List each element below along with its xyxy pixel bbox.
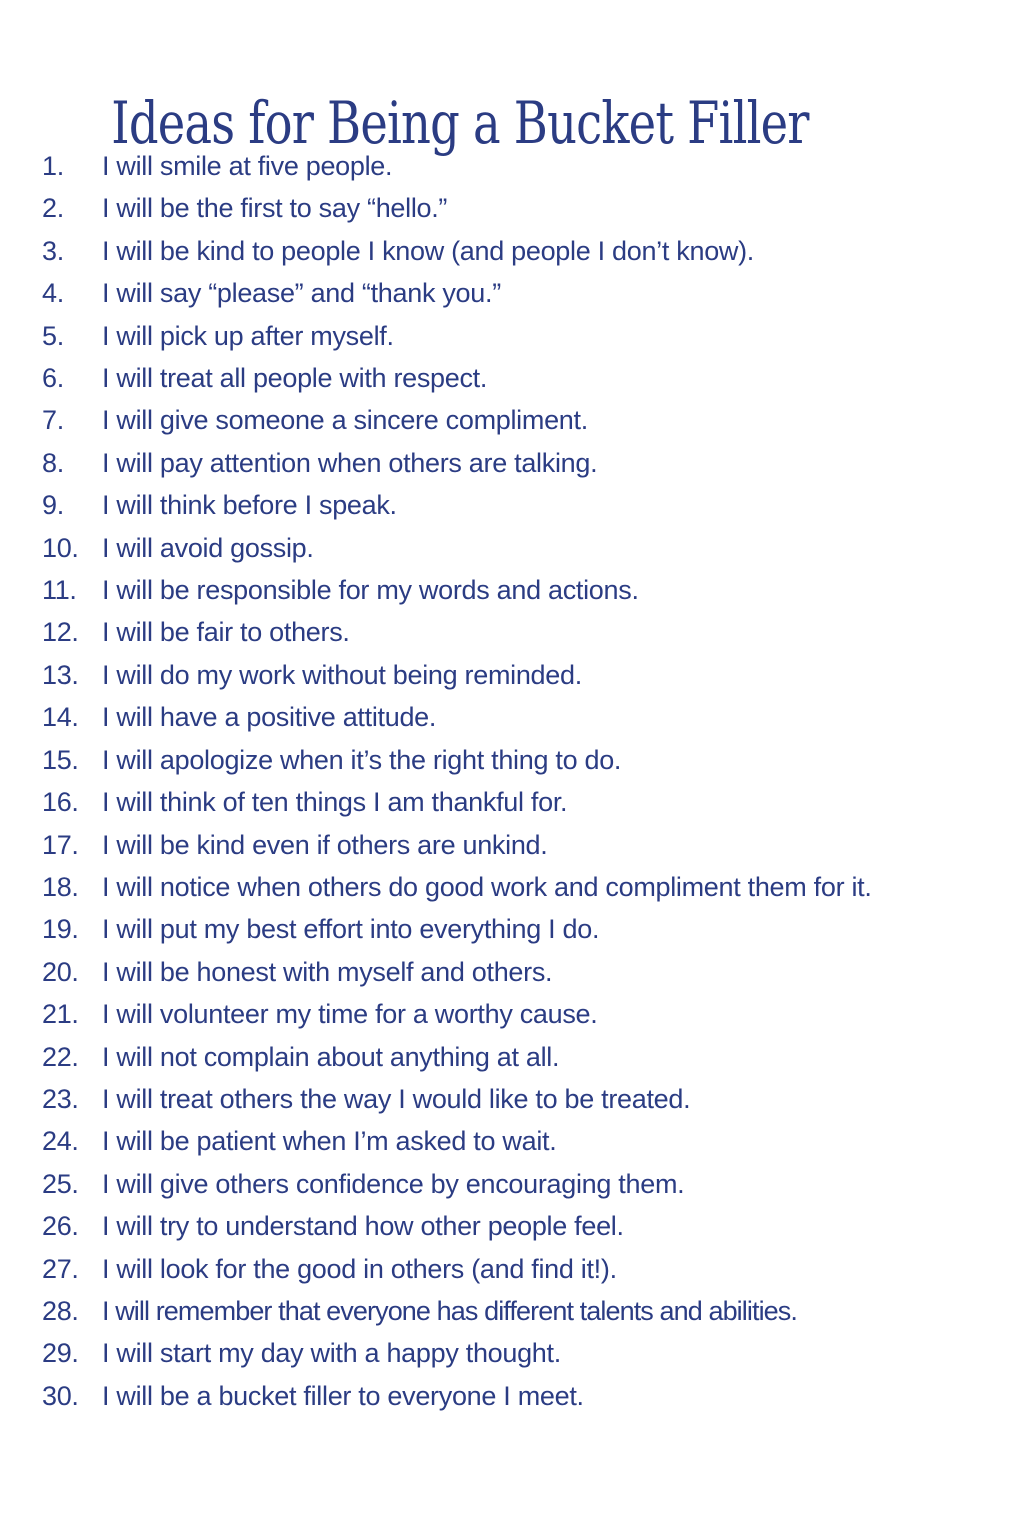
page-title: Ideas for Being a Bucket Filler <box>111 88 809 157</box>
item-text: I will be fair to others. <box>102 617 350 648</box>
item-number: 6. <box>42 363 64 394</box>
list-item <box>0 527 1000 569</box>
item-number: 8. <box>42 447 64 478</box>
item-number: 20. <box>42 956 79 987</box>
list-item <box>0 230 1000 272</box>
item-number: 18. <box>42 871 79 902</box>
list-item <box>0 1078 1000 1120</box>
item-text: I will be patient when I’m asked to wait. <box>102 1126 557 1157</box>
item-number: 15. <box>42 744 79 775</box>
list-item <box>0 908 1000 950</box>
list-item <box>0 781 1000 823</box>
item-text: I will avoid gossip. <box>102 532 314 563</box>
item-number: 19. <box>42 914 79 945</box>
item-number: 30. <box>42 1380 79 1411</box>
list-item <box>0 272 1000 314</box>
list-item <box>0 696 1000 738</box>
list-item <box>0 611 1000 653</box>
item-number: 25. <box>42 1168 79 1199</box>
item-text: I will try to understand how other people feel. <box>102 1211 624 1242</box>
list-item <box>0 1248 1000 1290</box>
item-text: I will think before I speak. <box>102 490 397 521</box>
item-number: 22. <box>42 1041 79 1072</box>
item-number: 27. <box>42 1253 79 1284</box>
list-item <box>0 145 1000 187</box>
item-text: I will notice when others do good work and compliment them for it. <box>102 871 872 902</box>
list-item <box>0 569 1000 611</box>
list-item <box>0 357 1000 399</box>
item-number: 16. <box>42 787 79 818</box>
item-number: 24. <box>42 1126 79 1157</box>
item-text: I will do my work without being reminded. <box>102 659 582 690</box>
item-text: I will start my day with a happy thought. <box>102 1338 561 1369</box>
item-number: 28. <box>42 1295 79 1326</box>
item-text: I will give someone a sincere compliment. <box>102 405 588 436</box>
list-item <box>0 1375 1000 1417</box>
item-number: 21. <box>42 999 79 1030</box>
item-text: I will treat others the way I would like to be treated. <box>102 1083 691 1114</box>
item-number: 10. <box>42 532 79 563</box>
item-number: 14. <box>42 702 79 733</box>
list-item <box>0 824 1000 866</box>
item-number: 26. <box>42 1211 79 1242</box>
list-item <box>0 739 1000 781</box>
item-number: 3. <box>42 235 64 266</box>
item-text: I will look for the good in others (and find it!). <box>102 1253 617 1284</box>
item-text: I will be honest with myself and others. <box>102 956 553 987</box>
item-number: 5. <box>42 320 64 351</box>
item-text: I will be a bucket filler to everyone I meet. <box>102 1380 584 1411</box>
list-item <box>0 399 1000 441</box>
item-number: 7. <box>42 405 64 436</box>
list-item <box>0 1205 1000 1247</box>
list-item <box>0 1036 1000 1078</box>
list-item <box>0 1332 1000 1374</box>
item-text: I will pay attention when others are talking. <box>102 447 598 478</box>
list-item <box>0 993 1000 1035</box>
item-text: I will not complain about anything at all. <box>102 1041 560 1072</box>
item-text: I will put my best effort into everything I do. <box>102 914 600 945</box>
item-number: 12. <box>42 617 79 648</box>
list-item <box>0 442 1000 484</box>
item-text: I will have a positive attitude. <box>102 702 437 733</box>
item-number: 1. <box>42 151 64 181</box>
item-number: 9. <box>42 490 64 521</box>
item-text: I will treat all people with respect. <box>102 363 488 394</box>
list-item <box>0 315 1000 357</box>
item-number: 29. <box>42 1338 79 1369</box>
item-text: I will pick up after myself. <box>102 320 394 351</box>
item-text: I will be kind to people I know (and people I don’t know). <box>102 235 754 266</box>
list-item <box>0 1290 1000 1332</box>
item-text: I will be responsible for my words and actions. <box>102 575 639 606</box>
list-item <box>0 866 1000 908</box>
item-text: I will say “please” and “thank you.” <box>102 278 501 309</box>
list-item <box>0 1163 1000 1205</box>
item-text: I will apologize when it’s the right thing to do. <box>102 744 622 775</box>
item-text: I will be kind even if others are unkind. <box>102 829 548 860</box>
item-number: 17. <box>42 829 79 860</box>
list-item <box>0 1120 1000 1162</box>
item-text: I will volunteer my time for a worthy cause. <box>102 999 598 1030</box>
item-number: 2. <box>42 193 64 224</box>
ideas-list <box>0 145 1000 1417</box>
item-text: I will think of ten things I am thankful for. <box>102 787 568 818</box>
item-number: 13. <box>42 659 79 690</box>
item-number: 23. <box>42 1083 79 1114</box>
list-item <box>0 187 1000 229</box>
list-item <box>0 654 1000 696</box>
item-text: I will remember that everyone has different talents and abilities. <box>102 1295 797 1326</box>
item-text: I will give others confidence by encouraging them. <box>102 1168 685 1199</box>
item-number: 11. <box>42 575 77 606</box>
list-item <box>0 951 1000 993</box>
item-number: 4. <box>42 278 64 309</box>
item-text: I will smile at five people. <box>102 151 393 181</box>
item-text: I will be the first to say “hello.” <box>102 193 448 224</box>
list-item <box>0 484 1000 526</box>
